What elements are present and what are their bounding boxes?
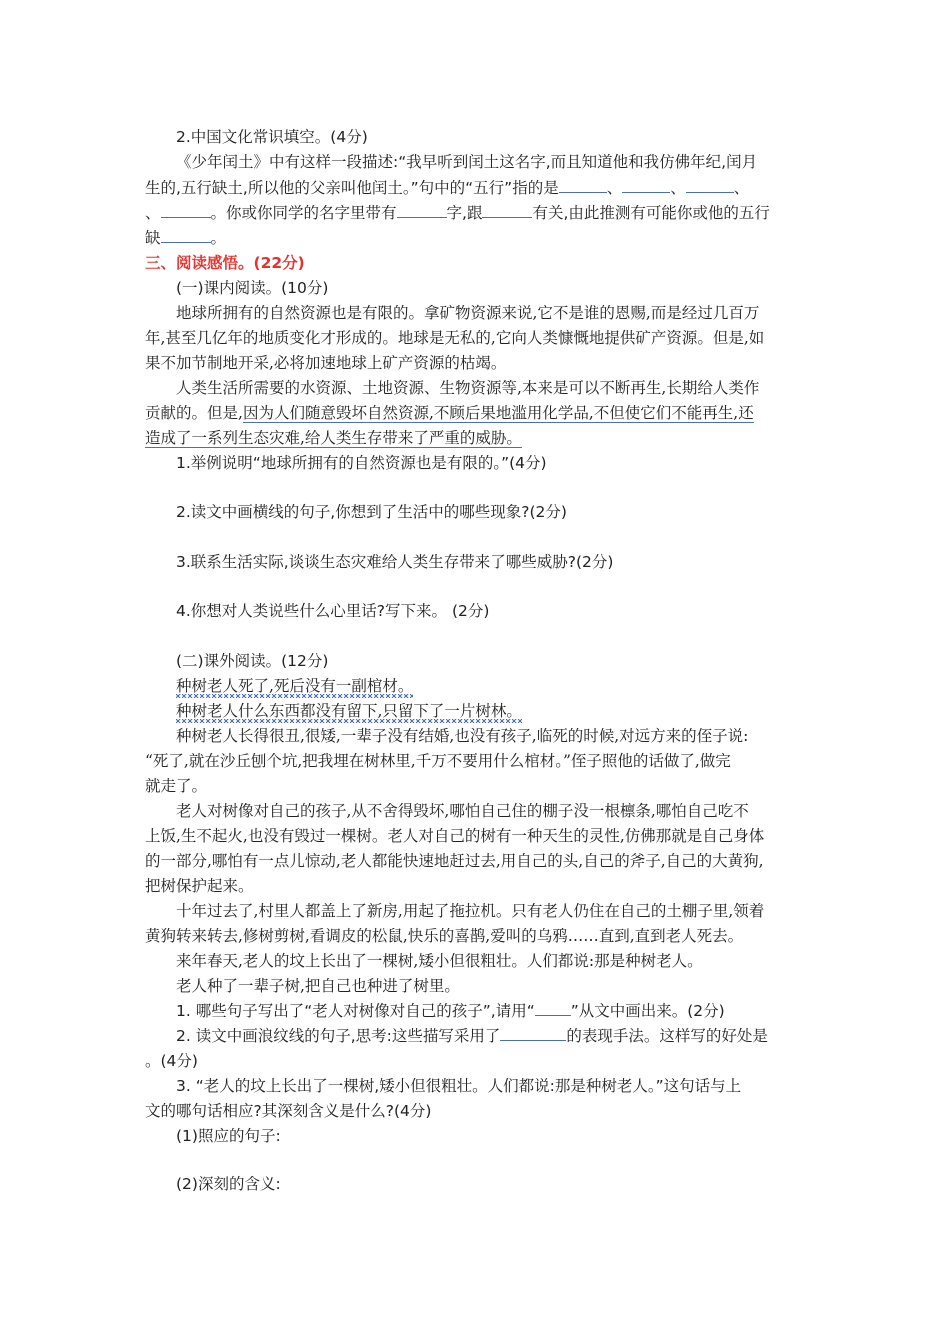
- answer-blank[interactable]: [482, 203, 532, 218]
- paragraph-line: 把树保护起来。: [145, 877, 254, 895]
- paragraph-line: 十年过去了,村里人都盖上了新房,用起了拖拉机。只有老人仍住在自己的土棚子里,领着: [176, 902, 765, 920]
- paragraph-line: 果不加节制地开采,必将加速地球上矿产资源的枯竭。: [145, 354, 507, 372]
- question-item: 。(4分): [145, 1052, 198, 1070]
- section-heading: 三、阅读感悟。(22分): [145, 254, 305, 272]
- question-item: 1.举例说明“地球所拥有的自然资源也是有限的。”(4分): [176, 454, 547, 472]
- paragraph-line: 人类生活所需要的水资源、土地资源、生物资源等,本来是可以不断再生,长期给人类作: [176, 379, 760, 397]
- paragraph-line: 贡献的。但是,因为人们随意毁坏自然资源,不顾后果地滥用化学品,不但使它们不能再生,还: [145, 404, 754, 422]
- sub-question: (2)深刻的含义:: [176, 1175, 281, 1193]
- paragraph-line: 地球所拥有的自然资源也是有限的。拿矿物资源来说,它不是谁的恩赐,而是经过几百万: [176, 304, 760, 322]
- answer-blank[interactable]: [622, 178, 670, 193]
- question-item: 3.联系生活实际,谈谈生态灾难给人类生存带来了哪些威胁?(2分): [176, 553, 614, 571]
- paragraph-line: 来年春天,老人的坟上长出了一棵树,矮小但很粗壮。人们都说:那是种树老人。: [176, 952, 703, 970]
- paragraph-line: 、 。你或你同学的名字里带有 字,跟 有关,由此推测有可能你或他的五行: [145, 204, 770, 222]
- answer-blank[interactable]: [500, 1026, 566, 1041]
- answer-blank[interactable]: [397, 203, 447, 218]
- underline-sample: [535, 1001, 571, 1016]
- subsection-title: (二)课外阅读。(12分): [176, 652, 329, 670]
- question-item: 4.你想对人类说些什么心里话?写下来。 (2分): [176, 602, 490, 620]
- paragraph-line: [176, 700, 810, 723]
- paragraph-line: 生的,五行缺土,所以他的父亲叫他闰土。”句中的“五行”指的是 、 、 、: [145, 179, 750, 197]
- paragraph-line: [145, 427, 810, 449]
- underlined-sentence: 因为人们随意毁坏自然资源,不顾后果地滥用化学品,不但使它们不能再生,还: [242, 404, 754, 422]
- paragraph-line: 种树老人长得很丑,很矮,一辈子没有结婚,也没有孩子,临死的时候,对远方来的侄子说:: [176, 727, 749, 745]
- subsection-title: (一)课内阅读。(10分): [176, 279, 329, 297]
- question-title: 2.中国文化常识填空。(4分): [176, 128, 368, 146]
- question-item: 2. 读文中画浪纹线的句子,思考:这些描写采用了 的表现手法。这样写的好处是: [176, 1027, 768, 1045]
- paragraph-line: 老人种了一辈子树,把自己也种进了树里。: [176, 977, 460, 995]
- paragraph-line: “死了,就在沙丘刨个坑,把我埋在树林里,千万不要用什么棺材。”侄子照他的话做了,做完: [145, 752, 731, 770]
- sub-question: (1)照应的句子:: [176, 1127, 281, 1145]
- underlined-sentence: 造成了一系列生态灾难,给人类生存带来了严重的威胁。: [145, 429, 522, 447]
- question-item: 文的哪句话相应?其深刻含义是什么?(4分): [145, 1102, 432, 1120]
- answer-blank[interactable]: [161, 203, 211, 218]
- answer-blank[interactable]: [686, 178, 734, 193]
- paragraph-line: 黄狗转来转去,修树剪树,看调皮的松鼠,快乐的喜鹊,爱叫的乌鸦……直到,直到老人死去。: [145, 927, 744, 945]
- paragraph-line: 年,甚至几亿年的地质变化才形成的。地球是无私的,它向人类慷慨地提供矿产资源。但是,如: [145, 329, 765, 347]
- wavy-underlined-sentence: 种树老人什么东西都没有留下,只留下了一片树林。: [176, 702, 522, 723]
- paragraph-line: 就走了。: [145, 777, 208, 795]
- paragraph-line: [176, 675, 810, 698]
- paragraph-line: 上饭,生不起火,也没有毁过一棵树。老人对自己的树有一种天生的灵性,仿佛那就是自己身体: [145, 827, 765, 845]
- question-item: 1. 哪些句子写出了“老人对树像对自己的孩子”,请用“ ”从文中画出来。(2分): [176, 1002, 725, 1020]
- wavy-underlined-sentence: 种树老人死了,死后没有一副棺材。: [176, 677, 413, 698]
- paragraph-line: 老人对树像对自己的孩子,从不舍得毁坏,哪怕自己住的棚子没一根檩条,哪怕自己吃不: [176, 802, 749, 820]
- question-item: 3. “老人的坟上长出了一棵树,矮小但很粗壮。人们都说:那是种树老人。”这句话与上: [176, 1077, 742, 1095]
- paragraph-line: 《少年闰土》中有这样一段描述:“我早听到闰土这名字,而且知道他和我仿佛年纪,闰月: [176, 153, 758, 171]
- answer-blank[interactable]: [161, 228, 211, 243]
- answer-blank[interactable]: [559, 178, 607, 193]
- question-item: 2.读文中画横线的句子,你想到了生活中的哪些现象?(2分): [176, 503, 567, 521]
- paragraph-line: 的一部分,哪怕有一点儿惊动,老人都能快速地赶过去,用自己的头,自己的斧子,自己的大黄狗,: [145, 852, 764, 870]
- paragraph-line: 缺 。: [145, 229, 227, 247]
